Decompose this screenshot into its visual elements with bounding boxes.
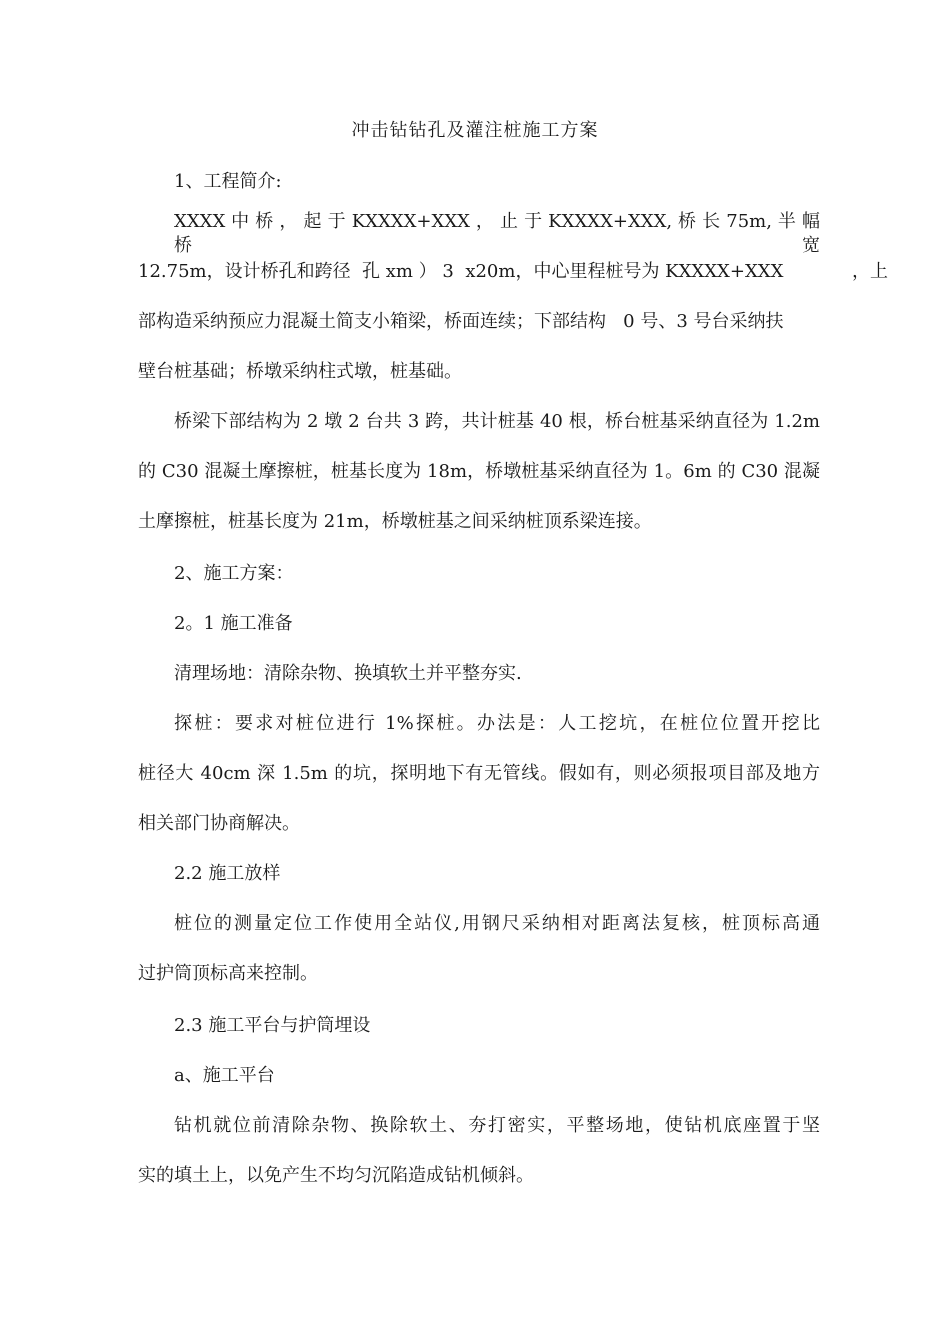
- paragraph-line: 钻机就位前清除杂物、换除软土、夯打密实，平整场地，使钻机底座置于坚: [174, 1115, 820, 1136]
- paragraph-line: 土摩擦桩，桩基长度为 21m，桥墩桩基之间采纳桩顶系梁连接。: [138, 511, 652, 532]
- paragraph-line: 壁台桩基础；桥墩采纳柱式墩，桩基础。: [138, 361, 462, 382]
- document-title: 冲击钻钻孔及灌注桩施工方案: [351, 120, 599, 141]
- paragraph-line: 12.75m，设计桥孔和跨径 孔 xm ） 3 x20m，中心里程桩号为 KXXXX+XXX ，上: [138, 261, 889, 282]
- paragraph-line: 桥梁下部结构为 2 墩 2 台共 3 跨，共计桩基 40 根，桥台桩基采纳直径为 1.2m: [174, 411, 820, 432]
- subsection-heading-2-2: 2.2 施工放样: [174, 863, 281, 884]
- paragraph-line: XXXX 中 桥 ， 起 于 KXXXX+XXX ， 止 于 KXXXX+XXX, 桥 长 75m, 半 幅 桥 宽: [174, 211, 820, 256]
- item-heading-a: a、施工平台: [174, 1065, 275, 1086]
- paragraph-line: 过护筒顶标高来控制。: [138, 963, 318, 984]
- paragraph-line: 清理场地：清除杂物、换填软土并平整夯实.: [174, 663, 522, 684]
- section-heading-1: 1、工程简介:: [174, 171, 282, 192]
- paragraph-line: 桩位的测量定位工作使用全站仪,用钢尺采纳相对距离法复核，桩顶标高通: [174, 913, 820, 934]
- paragraph-line: 实的填土上，以免产生不均匀沉陷造成钻机倾斜。: [138, 1165, 534, 1186]
- subsection-heading-2-1: 2。1 施工准备: [174, 613, 293, 634]
- paragraph-line: 的 C30 混凝土摩擦桩，桩基长度为 18m，桥墩桩基采纳直径为 1。6m 的 C30 混凝: [138, 461, 820, 482]
- section-heading-2: 2、施工方案：: [174, 563, 294, 584]
- paragraph-line: 探桩：要求对桩位进行 1%探桩。办法是：人工挖坑，在桩位位置开挖比: [174, 713, 820, 734]
- paragraph-line: 相关部门协商解决。: [138, 813, 300, 834]
- paragraph-line: 桩径大 40cm 深 1.5m 的坑，探明地下有无管线。假如有，则必须报项目部及地方: [138, 763, 820, 784]
- subsection-heading-2-3: 2.3 施工平台与护筒埋设: [174, 1015, 371, 1036]
- paragraph-line: 部构造采纳预应力混凝土简支小箱梁，桥面连续；下部结构 0 号、3 号台采纳扶: [138, 311, 784, 332]
